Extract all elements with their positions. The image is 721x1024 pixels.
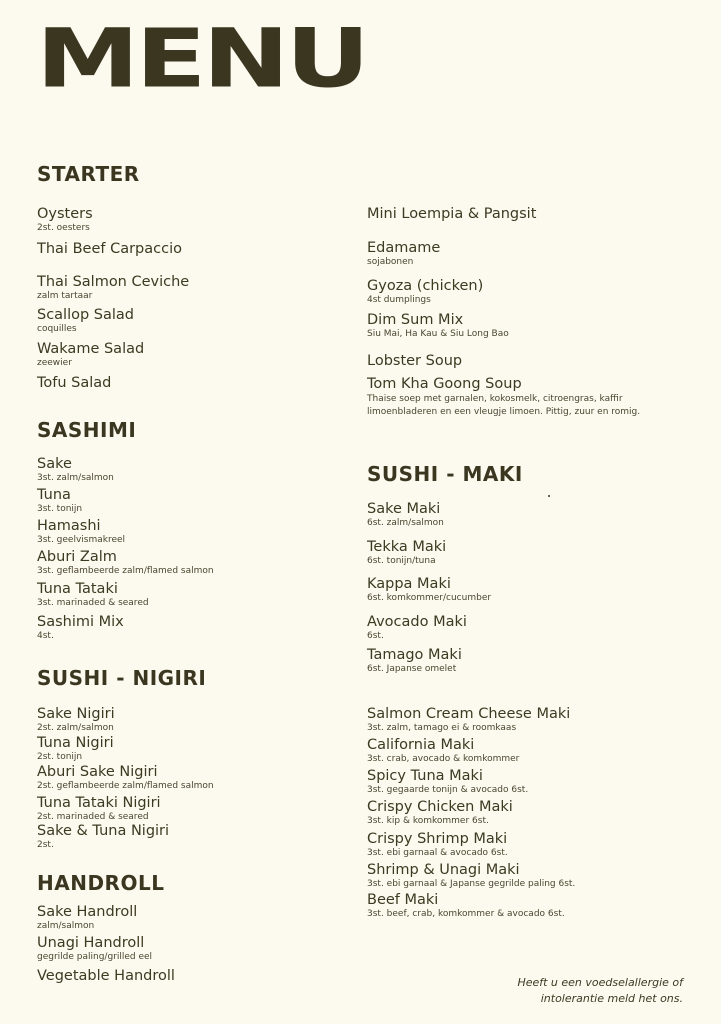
item-name: Spicy Tuna Maki [367,768,483,784]
menu-item [37,241,182,258]
page-title: MENU [36,10,367,107]
item-name: Sake Maki [367,501,441,517]
item-name: Hamashi [37,518,101,534]
menu-item [367,799,513,827]
menu-item [367,706,570,734]
decorative-dot [548,495,550,497]
item-desc: 6st. Japanse omelet [367,664,457,674]
item-name: Shrimp & Unagi Maki [367,862,520,878]
menu-item [37,795,161,823]
item-name: Tuna Nigiri [37,735,114,751]
item-desc: 2st. zalm/salmon [37,723,114,733]
item-name: Tuna Tataki Nigiri [37,795,161,811]
item-desc: 3st. zalm, tamago ei & roomkaas [367,723,517,733]
menu-item [367,312,509,340]
item-name: Sake [37,456,72,472]
item-desc: 3st. crab, avocado & komkommer [367,754,520,764]
item-name: Aburi Sake Nigiri [37,764,158,780]
item-name: Dim Sum Mix [367,312,464,328]
menu-item [37,375,111,392]
menu-item [37,968,175,985]
menu-item [37,904,137,932]
item-name: Aburi Zalm [37,549,117,565]
allergy-note-line-2: intolerantie meld het ons. [540,992,683,1005]
section-title-nigiri: SUSHI - NIGIRI [37,666,207,690]
item-desc: 2st. [37,840,54,850]
item-desc: zalm/salmon [37,921,95,931]
allergy-note-line-1: Heeft u een voedselallergie of [517,976,683,989]
item-desc: 4st dumplings [367,295,431,305]
menu-item [367,576,491,604]
menu-item [367,240,440,268]
menu-item [367,353,462,370]
menu-item [37,735,114,763]
item-name: Unagi Handroll [37,935,145,951]
menu-item [367,501,444,529]
menu-item [37,206,93,234]
item-name: Crispy Chicken Maki [367,799,513,815]
menu-item [37,614,124,642]
item-desc: 2st. geflambeerde zalm/flamed salmon [37,781,214,791]
section-title-maki: SUSHI - MAKI [367,462,523,486]
item-desc: 2st. marinaded & seared [37,812,149,822]
menu-item [37,274,189,302]
item-name: California Maki [367,737,475,753]
section-title-starter: STARTER [37,162,140,186]
item-name: Tofu Salad [37,375,112,391]
item-desc: sojabonen [367,257,414,267]
item-desc: Thaise soep met garnalen, kokosmelk, citroengras, kaffir limoenbladeren en een vleugje limoen. Pittig, zuur en romig. [367,394,641,417]
item-desc: 3st. ebi garnaal & avocado 6st. [367,848,508,858]
item-desc: 6st. [367,631,384,641]
menu-item [37,487,82,515]
item-name: Sashimi Mix [37,614,124,630]
menu-item [37,341,144,369]
menu-item [367,862,575,890]
item-name: Tuna [37,487,71,503]
item-desc: 3st. kip & komkommer 6st. [367,816,489,826]
item-name: Tamago Maki [367,647,462,663]
menu-item [367,892,565,920]
item-name: Sake Nigiri [37,706,115,722]
section-title-handroll: HANDROLL [37,871,165,895]
item-name: Lobster Soup [367,353,463,369]
menu-item [37,549,214,577]
item-name: Sake & Tuna Nigiri [37,823,170,839]
item-desc: 3st. tonijn [37,504,83,514]
menu-item [367,206,536,223]
menu-item [37,823,169,851]
item-name: Tom Kha Goong Soup [367,376,522,392]
menu-item [37,307,134,335]
item-desc: 2st. oesters [37,223,90,233]
item-name: Scallop Salad [37,307,135,323]
item-desc: 4st. [37,631,54,641]
item-desc: zeewier [37,358,72,368]
item-desc: 3st. marinaded & seared [37,598,149,608]
item-desc: 6st. komkommer/cucumber [367,593,492,603]
item-desc: 3st. beef, crab, komkommer & avocado 6st. [367,909,565,919]
menu-item [367,737,519,765]
item-name: Oysters [37,206,93,222]
item-name: Thai Beef Carpaccio [37,241,182,257]
item-desc: Siu Mai, Ha Kau & Siu Long Bao [367,329,509,339]
item-name: Vegetable Handroll [37,968,175,984]
item-desc: gegrilde paling/grilled eel [37,952,153,962]
menu-item [37,456,114,484]
item-name: Avocado Maki [367,614,467,630]
item-name: Kappa Maki [367,576,451,592]
menu-item [367,831,508,859]
item-name: Tuna Tataki [37,581,118,597]
item-name: Salmon Cream Cheese Maki [367,706,571,722]
menu-item [37,764,214,792]
item-desc: 3st. ebi garnaal & Japanse gegrilde paling 6st. [367,879,576,889]
item-desc: 3st. geflambeerde zalm/flamed salmon [37,566,214,576]
menu-item [37,518,125,546]
item-desc: 6st. tonijn/tuna [367,556,436,566]
menu-item [367,539,446,567]
menu-item [367,278,483,306]
item-name: Sake Handroll [37,904,138,920]
item-name: Gyoza (chicken) [367,278,484,294]
item-name: Beef Maki [367,892,439,908]
item-desc: 3st. gegaarde tonijn & avocado 6st. [367,785,529,795]
item-desc: 3st. zalm/salmon [37,473,114,483]
menu-item [367,614,467,642]
item-desc: 3st. geelvismakreel [37,535,126,545]
item-name: Thai Salmon Ceviche [37,274,190,290]
item-desc: 6st. zalm/salmon [367,518,444,528]
menu-item [37,935,152,963]
menu-item [37,581,149,609]
menu-item [37,706,115,734]
menu-item [367,768,528,796]
item-name: Edamame [367,240,441,256]
section-title-sashimi: SASHIMI [37,418,137,442]
item-desc: 2st. tonijn [37,752,83,762]
item-desc: zalm tartaar [37,291,93,301]
item-name: Crispy Shrimp Maki [367,831,508,847]
menu-item [367,647,462,675]
menu-item [367,376,677,419]
allergy-note [517,975,683,1007]
item-desc: coquilles [37,324,77,334]
item-name: Wakame Salad [37,341,145,357]
item-name: Mini Loempia & Pangsit [367,206,537,222]
item-name: Tekka Maki [367,539,447,555]
